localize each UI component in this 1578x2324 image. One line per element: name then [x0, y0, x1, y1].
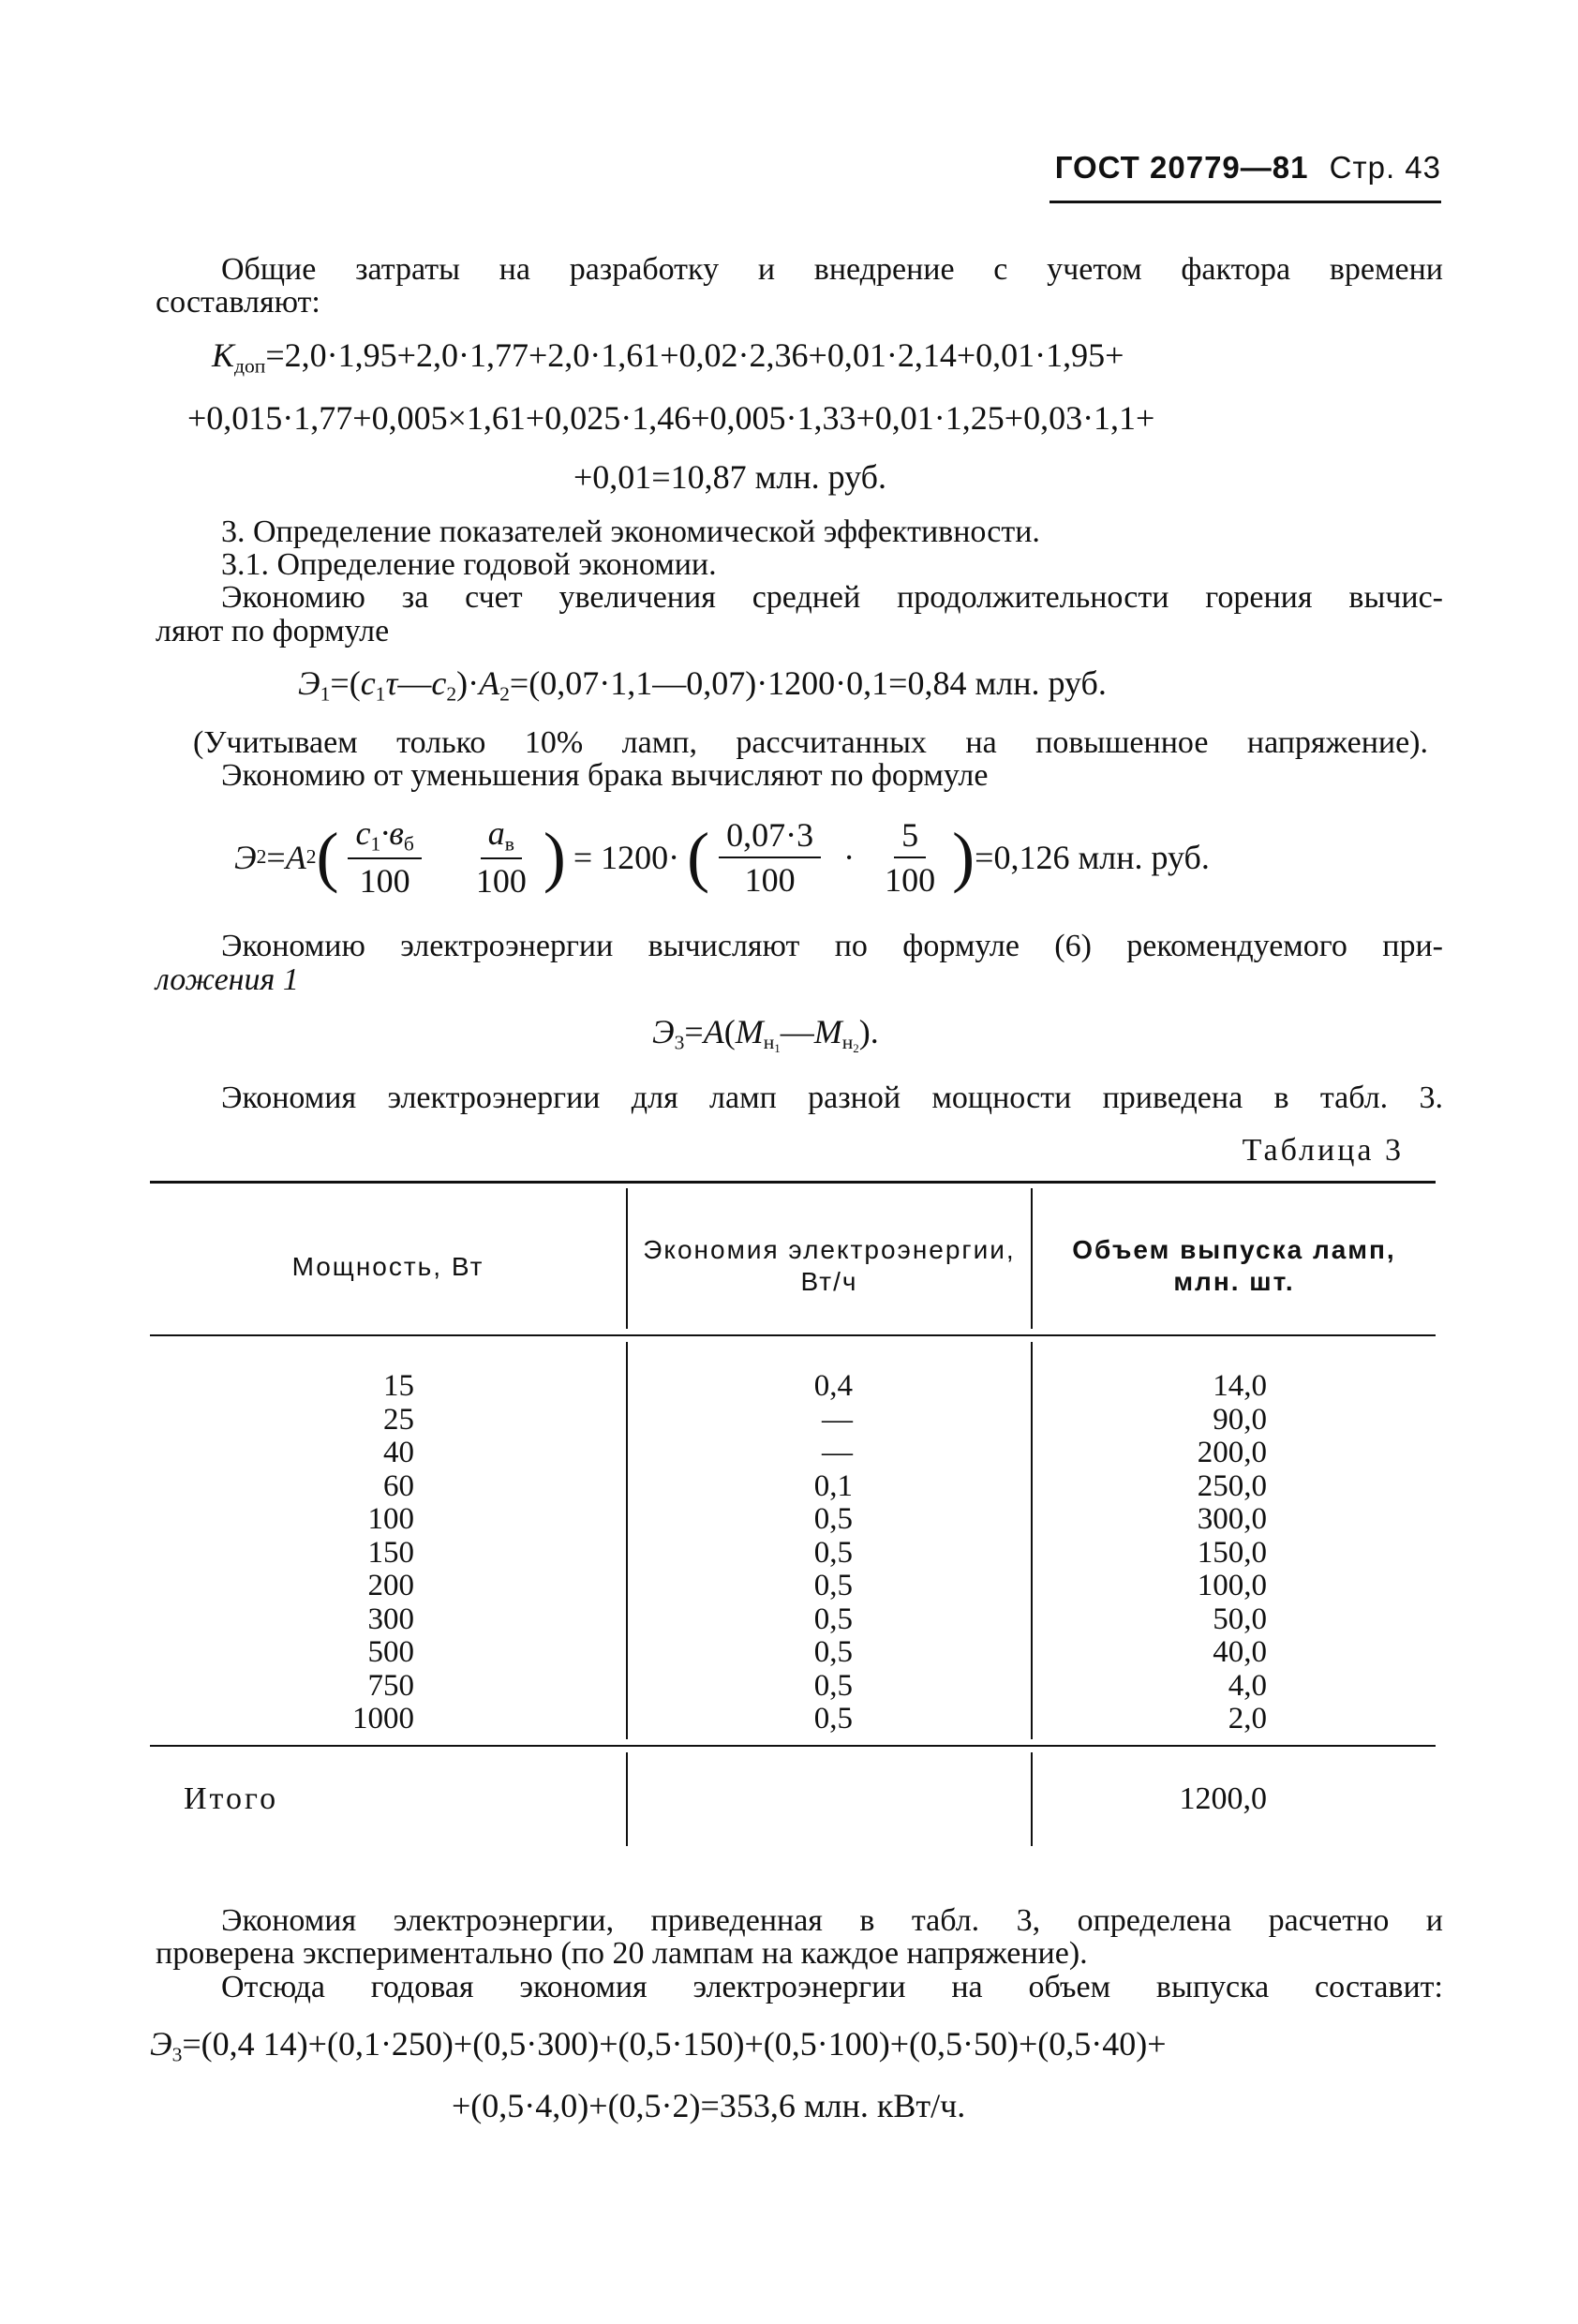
e1-a-sub: 2 — [499, 682, 510, 706]
table-cell-volume: 150,0 — [1197, 1535, 1267, 1570]
e3-sub: 3 — [674, 1031, 685, 1054]
table-cell-volume: 40,0 — [1213, 1635, 1267, 1669]
table-header-savings-l2: Вт/ч — [800, 1267, 858, 1296]
e2-frac3-den: 100 — [744, 860, 796, 899]
table-sep-2-body — [1031, 1342, 1033, 1739]
e2-frac-2 — [469, 813, 534, 901]
e2-a-sub: 2 — [305, 845, 317, 869]
e2-frac3-num: 0,07·3 — [719, 815, 821, 858]
para6-line1: Экономия электроэнергии, приведенная в табл. 3, определена расчетно и — [221, 1903, 1443, 1938]
e3-m2-sub — [841, 1031, 859, 1056]
table-cell-volume: 14,0 — [1213, 1369, 1267, 1403]
table-total-label: Итого — [184, 1781, 279, 1816]
e3-m1-sub-n: н — [763, 1031, 775, 1054]
section-3-1-title: 3.1. Определение годовой экономии. — [221, 547, 717, 582]
e2-frac4-den: 100 — [885, 860, 936, 899]
table-cell-savings: — — [822, 1402, 853, 1437]
table-sep-1-body — [626, 1342, 628, 1739]
table-total-rule — [150, 1745, 1436, 1747]
e2-symbol: Э — [234, 838, 257, 876]
e2-frac2-num — [481, 813, 522, 859]
e2-frac2-den: 100 — [475, 862, 527, 901]
e1-rest: =(0,07·1,1—0,07)·1200·0,1=0,84 млн. руб. — [509, 664, 1107, 702]
e3-m2: M — [813, 1013, 842, 1050]
table-cell-power: 15 — [383, 1369, 414, 1403]
table-cell-savings: 0,5 — [813, 1502, 853, 1536]
e2-mid: = 1200· — [573, 838, 680, 876]
kdop-sub: доп — [234, 354, 266, 378]
table-cell-savings: 0,5 — [813, 1668, 853, 1703]
e2-sub: 2 — [256, 845, 267, 869]
kdop-line1-text: =2,0·1,95+2,0·1,77+2,0·1,61+0,02·2,36+0,01·2,14+0,01·1,95+ — [265, 336, 1124, 374]
e3-calc-line1-text: =(0,4 14)+(0,1·250)+(0,5·300)+(0,5·150)+(0,5·100)+(0,5·50)+(0,5·40)+ — [182, 2025, 1167, 2063]
e1-c2: c — [431, 664, 447, 702]
e2-num2-sub: в — [504, 832, 514, 856]
page-header — [1055, 150, 1441, 186]
table-cell-savings: 0,4 — [813, 1369, 853, 1403]
table-cell-volume: 2,0 — [1228, 1702, 1267, 1736]
note-10-percent: (Учитываем только 10% ламп, рассчитанных на повышенное напряжение). — [193, 725, 1428, 760]
table-cell-power: 150 — [367, 1535, 414, 1570]
e3-symbol: Э — [652, 1013, 675, 1050]
e2-frac-1 — [348, 813, 421, 901]
e2-frac1-den: 100 — [359, 862, 410, 901]
e2-frac-3 — [719, 815, 821, 900]
para6-line2: проверена экспериментально (по 20 лампам на каждое напряжение). — [156, 1936, 1088, 1971]
e2-formula — [234, 813, 1210, 901]
e1-tau: τ — [385, 664, 398, 702]
e3-dash: — — [780, 1013, 814, 1050]
table-cell-power: 100 — [367, 1502, 414, 1536]
table-header-rule — [150, 1334, 1436, 1336]
table-header-volume-l1: Объем выпуска ламп, — [1072, 1235, 1396, 1264]
e2-paren-close-2: ) — [952, 819, 975, 895]
table-cell-volume: 250,0 — [1197, 1468, 1267, 1503]
e1-c1-sub: 1 — [375, 682, 386, 706]
e3-m1-sub — [763, 1031, 781, 1056]
section-3-title: 3. Определение показателей экономической эффективности. — [221, 514, 1040, 549]
table-cell-power: 60 — [383, 1468, 414, 1503]
para2-line1: Экономию за счет увеличения средней продолжительности горения вычис- — [221, 580, 1443, 615]
table-cell-power: 750 — [367, 1668, 414, 1703]
kdop-formula-line2: +0,015·1,77+0,005×1,61+0,025·1,46+0,005·1,33+0,01·1,25+0,03·1,1+ — [187, 399, 1155, 437]
table-cell-volume: 90,0 — [1213, 1402, 1267, 1437]
e3-calc-symbol: Э — [150, 2025, 172, 2063]
table-cell-volume: 50,0 — [1213, 1601, 1267, 1636]
table-header-savings-l1: Экономия электроэнергии, — [643, 1235, 1016, 1264]
para4-line1: Экономию электроэнергии вычисляют по формуле (6) рекомендуемого при- — [221, 929, 1443, 963]
e3-open: ( — [723, 1013, 736, 1050]
table-cell-volume: 100,0 — [1197, 1569, 1267, 1602]
table-cell-savings: — — [822, 1436, 853, 1469]
header-rule — [1050, 201, 1441, 203]
e1-a: A — [479, 664, 500, 702]
table-cell-savings: 0,5 — [813, 1601, 853, 1636]
e1-formula — [298, 663, 1107, 706]
table-cell-savings: 0,5 — [813, 1569, 853, 1602]
table-cell-savings: 0,5 — [813, 1702, 853, 1736]
e1-open: ( — [349, 664, 361, 702]
kdop-symbol: K — [212, 336, 235, 374]
e2-num1-b: ·в — [380, 814, 404, 852]
table-cell-volume: 200,0 — [1197, 1436, 1267, 1469]
table-header-volume-l2: млн. шт. — [1173, 1267, 1295, 1296]
table-cell-power: 200 — [367, 1569, 414, 1602]
e2-paren-open-1: ( — [316, 819, 339, 895]
e1-c2-sub: 2 — [446, 682, 457, 706]
e3-calc-line2: +(0,5·4,0)+(0,5·2)=353,6 млн. кВт/ч. — [452, 2087, 966, 2124]
kdop-formula-line3: +0,01=10,87 млн. руб. — [573, 458, 886, 496]
e3-m2-sub-2: 2 — [853, 1041, 859, 1056]
table-total-value: 1200,0 — [1179, 1781, 1267, 1816]
para3: Экономию от уменьшения брака вычисляют по формуле — [221, 758, 989, 793]
doc-number: ГОСТ 20779—81 — [1054, 150, 1309, 185]
table-cell-volume: 300,0 — [1197, 1502, 1267, 1536]
e2-frac-4 — [877, 815, 943, 900]
e3-calc-line1 — [150, 2024, 1167, 2066]
table-cell-power: 40 — [383, 1436, 414, 1469]
e2-num2-a: а — [487, 814, 505, 852]
table-sep-2-total — [1031, 1752, 1033, 1846]
table-cell-savings: 0,1 — [813, 1468, 853, 1503]
table-header-volume — [1033, 1234, 1436, 1298]
para1-line1: Общие затраты на разработку и внедрение с учетом фактора времени — [221, 252, 1443, 287]
e2-result: =0,126 млн. руб. — [975, 838, 1210, 876]
table-cell-savings: 0,5 — [813, 1635, 853, 1669]
table-cell-savings: 0,5 — [813, 1535, 853, 1570]
e2-frac4-num: 5 — [894, 815, 926, 858]
e2-num1-c: c — [355, 814, 371, 852]
e1-sub: 1 — [320, 682, 331, 706]
table-header-savings — [628, 1234, 1031, 1298]
e3-calc-sub: 3 — [171, 2043, 183, 2066]
table-top-rule — [150, 1181, 1436, 1184]
e3-m2-sub-n: н — [841, 1031, 854, 1054]
e2-num1-sub: 1 — [370, 832, 381, 856]
e1-close: )· — [456, 664, 480, 702]
e3-m1-sub-1: 1 — [774, 1041, 781, 1056]
e2-a: A — [285, 838, 306, 876]
e1-dash: — — [397, 664, 432, 702]
e2-frac1-num — [348, 813, 421, 859]
table-header-power: Мощность, Вт — [291, 1252, 484, 1281]
table-cell-power: 500 — [367, 1635, 414, 1669]
e2-dot: · — [843, 838, 856, 876]
table-cell-power: 25 — [383, 1402, 414, 1437]
e3-a: A — [703, 1013, 724, 1050]
e3-formula — [652, 1012, 879, 1056]
kdop-formula-line1 — [212, 335, 1124, 378]
table-caption: Таблица 3 — [1242, 1133, 1404, 1168]
para2-line2: ляют по формуле — [156, 614, 390, 648]
para1-line2: составляют: — [156, 285, 320, 320]
para5: Экономия электроэнергии для ламп разной мощности приведена в табл. 3. — [221, 1080, 1443, 1115]
para4-line2: ложения 1 — [156, 962, 299, 997]
table-cell-power: 300 — [367, 1601, 414, 1636]
e3-close: ). — [858, 1013, 879, 1050]
e1-symbol: Э — [298, 664, 320, 702]
table-col-power — [281, 1370, 414, 1736]
e3-eq: = — [684, 1013, 704, 1050]
para7: Отсюда годовая экономия электроэнергии на объем выпуска составит: — [221, 1970, 1443, 2004]
e2-num1-bsub: б — [403, 832, 414, 856]
e2-paren-open-2: ( — [687, 819, 710, 895]
table-col-savings — [731, 1370, 853, 1736]
e2-eq: = — [266, 838, 286, 876]
e3-m1: M — [735, 1013, 764, 1050]
table-cell-power: 1000 — [352, 1702, 414, 1736]
page-number: Стр. 43 — [1329, 150, 1441, 185]
table-cell-volume: 4,0 — [1228, 1668, 1267, 1703]
table-col-volume — [1124, 1370, 1267, 1736]
e1-eq: = — [330, 664, 350, 702]
e2-paren-close-1: ) — [543, 819, 566, 895]
e1-c1: c — [360, 664, 376, 702]
table-sep-1-total — [626, 1752, 628, 1846]
